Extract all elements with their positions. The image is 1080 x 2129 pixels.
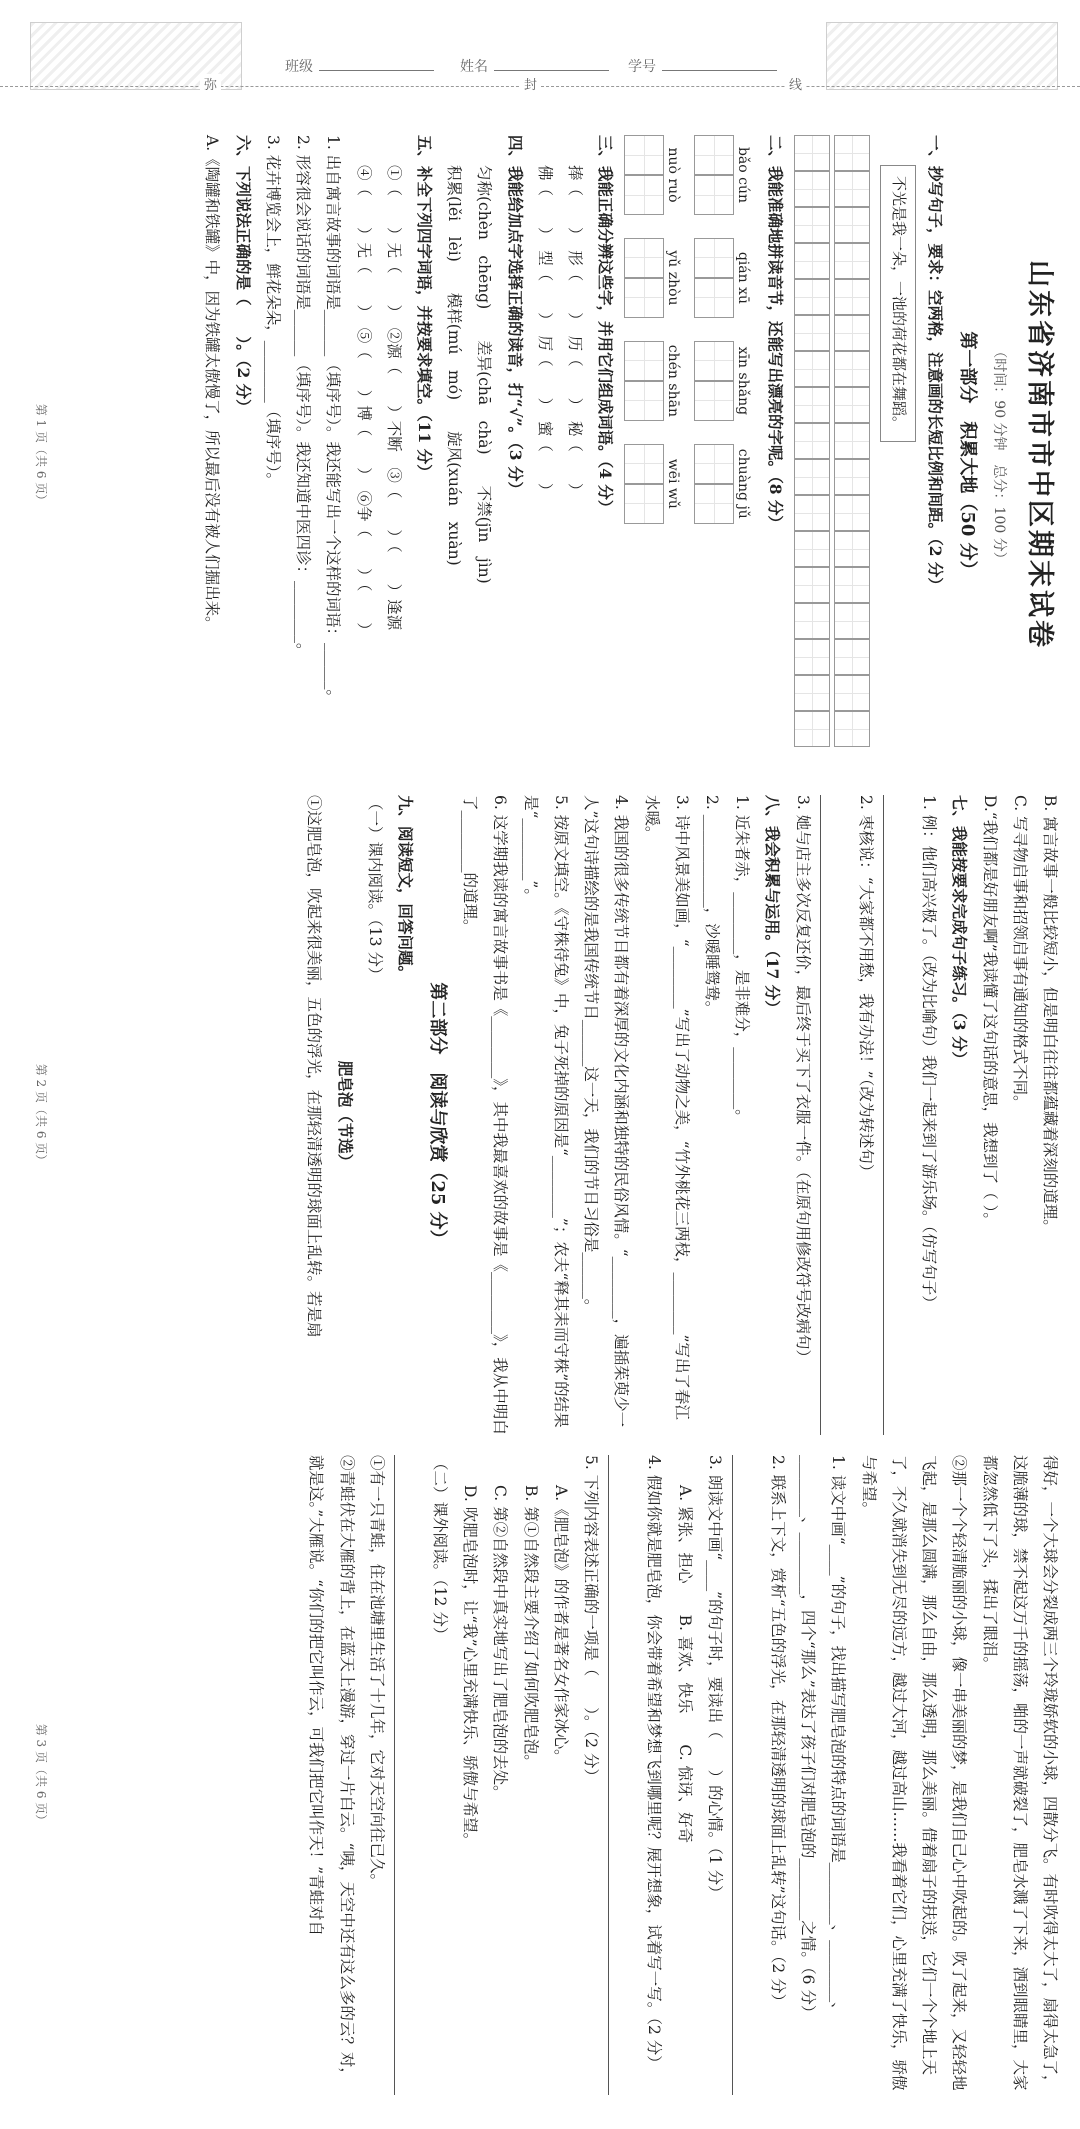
question-4: 四、我能给加点字选择正确的读音，打“√”。（3 分） bbox=[505, 134, 525, 497]
pinyin-label: nuò ruò bbox=[665, 146, 682, 203]
reading-paragraph-2: ②那一个个轻清脆丽的小球，像一串美丽的梦，是我们自己心中吹起的。吹了起来，又轻轻地飞起，是那么圆满，那么自由，那么透明，那么美丽。借着扇子的扶送，它们一个个地上天了，不久就消失到无尽的远方，越过大河，越过高山……我看着它们，心里充满了快乐，骄傲与希望。 bbox=[859, 1454, 969, 2091]
answer-line[interactable] bbox=[732, 1455, 761, 2095]
student-id-field bbox=[628, 56, 777, 76]
question-9: 九、阅读短文，回答问题。 bbox=[395, 794, 415, 981]
exam-page-1 bbox=[15, 135, 1065, 775]
question-5: 五、补全下列四字词语，并按要求填空。（11 分） bbox=[414, 134, 434, 480]
answer-line[interactable] bbox=[820, 795, 849, 1435]
writing-grid-row[interactable] bbox=[835, 135, 871, 775]
question-3: 三、我能正确分辨这些字，并用它们组成词语。（4 分） bbox=[596, 134, 616, 515]
class-label: 班级 bbox=[285, 59, 313, 75]
rotated-exam-area bbox=[0, 100, 1080, 2129]
pinyin-answer-cells[interactable] bbox=[694, 443, 734, 523]
reading-paragraph-1-cont: 得好，一个大球会分裂成两三个玲珑娇软的小球，四散分飞。有时吹得太大了，扇得太急了，这脆薄的球，禁不起这万千的摇荡，啪的一声就破裂了，肥皂水溅了下来，洒到眼睛里，大家都忽然低下了头，揉出了眼泪。 bbox=[980, 1454, 1059, 2091]
page-number: 第 2 页（共 6 页） bbox=[34, 1063, 49, 1166]
q6-option-a: A.《陶罐和铁罐》中，因为铁罐太傲慢了，所以最后没有被人们掘出来。 bbox=[203, 134, 222, 632]
pinyin-answer-cells[interactable] bbox=[624, 443, 664, 523]
q7-item-2: 2. 枣核说：“大家都不用愁，我有办法！”（改为转述句） bbox=[856, 794, 875, 1179]
reading-paragraph-1: ①这肥皂泡，吹起来很美丽，五色的浮光，在那轻清透明的球面上乱转。若是扇 bbox=[305, 794, 324, 1338]
exam-page-3 bbox=[15, 1455, 1065, 2095]
exam-subtitle: （时间：90 分钟 总分：100 分） bbox=[991, 343, 1008, 566]
class-blank[interactable] bbox=[319, 58, 434, 71]
answer-line[interactable] bbox=[394, 1455, 423, 2095]
q5-option-c: C. 第②自然段中真实地写出了肥皂泡的去处。 bbox=[491, 1484, 510, 1801]
q8-item-3[interactable]: 3. 诗中风景美如画，“________”写出了动物之美，“竹外桃花三两枝，________”写出了春江水暖。 bbox=[642, 794, 691, 1420]
extra-reading-2: ②青蛙伏在大雁的背上，在蓝天上漫游，穿过一片白云。“咦，天空中还有这么多的云？对，就是这。”大雁说。“你们的把它叫作云，可我们把它叫作天！”青蛙对自 bbox=[307, 1454, 356, 2083]
student-id-blank[interactable] bbox=[662, 58, 777, 71]
pinyin-label: qián xū bbox=[735, 251, 752, 304]
reading-question-2: 2. 联系上下文，赏析“五色的浮光，在那轻清透明的球面上乱转”这句话。（2 分） bbox=[769, 1454, 788, 2009]
name-field bbox=[460, 56, 609, 76]
hatch-decoration-right bbox=[826, 22, 1058, 90]
q8-item-1[interactable]: 1. 近朱者赤，________，是非难分，________。 bbox=[733, 794, 752, 1125]
pinyin-label: wēi wǔ bbox=[665, 458, 682, 509]
q1-sentence: 不光是我一朵，一池的荷花都在舞蹈。 bbox=[881, 165, 916, 442]
pinyin-label: chuàng jǔ bbox=[735, 448, 752, 519]
q5-item-3[interactable]: 3. 花卉博览会上，鲜花朵朵，________（填序号）。 bbox=[263, 134, 282, 488]
reading-question-5[interactable]: 5. 下列内容表述正确的一项是（ ）。（2 分） bbox=[582, 1454, 601, 1784]
q9-subsection-2: （二）课外阅读。（12 分） bbox=[431, 1454, 450, 1642]
q7-item-3: 3. 她与店主多次反复还价，最后终于买下了衣服一件。（在原句用修改符号改病句） bbox=[793, 794, 812, 1365]
class-field bbox=[285, 56, 434, 76]
page-number: 第 3 页（共 6 页） bbox=[34, 1723, 49, 1826]
q5-item-2[interactable]: 2. 形容很会说话的词语是______（填序号）。我还知道中医四诊：________。 bbox=[294, 134, 313, 658]
pinyin-answer-cells[interactable] bbox=[624, 135, 664, 215]
q9-subsection-1: （一）课内阅读。（13 分） bbox=[365, 794, 384, 982]
question-8: 八、我会积累与运用。（17 分） bbox=[763, 794, 783, 1016]
exam-page-2 bbox=[15, 795, 1065, 1435]
name-blank[interactable] bbox=[494, 58, 609, 71]
q5-option-b: B. 第①自然段主要介绍了如何吹肥皂泡。 bbox=[521, 1484, 540, 1770]
q5-row-1[interactable]: ①（ ）无（ ） ②源（ ）不断 ③（ ）（ ）逢源 bbox=[384, 164, 403, 630]
pinyin-row-1 bbox=[690, 135, 760, 775]
page-number: 第 1 页（共 6 页） bbox=[34, 403, 49, 506]
part-1-heading: 第一部分 积累大地（50 分） bbox=[957, 330, 979, 579]
reading-question-3[interactable]: 3. 朗读文中画“____”的句子时，要读出（ ）的心情。（1 分） bbox=[705, 1454, 724, 1901]
q4-row-1[interactable]: 匀称(chèn chēng) 差异(chā chà) 不禁(jīn jìn) bbox=[475, 164, 494, 584]
q8-item-6[interactable]: 6. 这学期我读的寓言故事书是《________》，其中我最喜欢的故事是《________》，我从中明白了________的道理。 bbox=[461, 794, 510, 1435]
q5-option-d: D. 吹肥皂泡时，让“我”心里充满快乐、骄傲与希望。 bbox=[461, 1484, 480, 1848]
pinyin-answer-cells[interactable] bbox=[694, 135, 734, 215]
pinyin-row-2 bbox=[620, 135, 690, 775]
q8-item-5[interactable]: 5. 按原文填空。《守株待兔》中，兔子死掉的原因是“________”；农夫“释其耒而守株”的结果是“________”。 bbox=[521, 794, 570, 1428]
q6-option-b: B. 寓言故事一般比较短小，但是明白往往都蕴藏着深刻的道理。 bbox=[1041, 794, 1059, 1235]
pinyin-label: yǔ zhòu bbox=[665, 249, 682, 306]
exam-header bbox=[0, 0, 1080, 100]
q6-option-c: C. 写寻物启事和招领启事有通知的格式不同。 bbox=[1010, 794, 1029, 1111]
exam-title: 山东省济南市市中区期末试卷 bbox=[1024, 259, 1055, 650]
pinyin-answer-cells[interactable] bbox=[694, 340, 734, 420]
reading-question-4: 4. 假如你就是肥皂泡，你会带着希望和梦想飞到哪里呢？展开想象，试着写一写。（2 分） bbox=[645, 1454, 664, 2071]
student-id-label: 学号 bbox=[628, 59, 656, 75]
pinyin-answer-cells[interactable] bbox=[624, 237, 664, 317]
seal-char: 封 bbox=[520, 74, 541, 93]
name-label: 姓名 bbox=[460, 59, 488, 75]
q8-item-4[interactable]: 4. 我国的很多传统节日都有着深厚的文化内涵和独特的民俗风情。“________，遍插茱萸少一人”这句诗描绘的是我国传统节日______这一天，我们的节日习俗是______。 bbox=[582, 794, 631, 1427]
pinyin-label: chén shān bbox=[665, 344, 682, 417]
q5-item-1[interactable]: 1. 出自寓言故事的词语是______（填序号）。我还能写出一个这样的词语：______。 bbox=[324, 134, 343, 705]
q5-row-2[interactable]: ④（ ）无（ ） ⑤（ ）博（ ） ⑥争（ ）（ ） bbox=[354, 164, 373, 638]
writing-grid-row[interactable] bbox=[795, 135, 831, 775]
q3-options: A. 紧张、担心 B. 喜欢、快乐 C. 惊讶、好奇 bbox=[675, 1484, 694, 1843]
pinyin-answer-cells[interactable] bbox=[694, 237, 734, 317]
q8-item-2[interactable]: 2. ____________，沙暖睡鸳鸯。 bbox=[703, 794, 722, 1016]
question-6: 六、下列说法正确的是（ ）。（2 分） bbox=[233, 134, 253, 415]
pinyin-answer-cells[interactable] bbox=[624, 340, 664, 420]
part-2-heading: 第二部分 阅读与欣赏（25 分） bbox=[427, 981, 449, 1248]
q7-item-1: 1. 例：他们高兴极了。（改为比喻句）我们一起来到了游乐场。（仿写句子） bbox=[920, 794, 939, 1311]
q3-row-1[interactable]: 捧（ ） 形（ ） 历（ ） 秘（ ） bbox=[566, 164, 585, 498]
question-1: 一、抄写句子，要求：空两格，注意画的长短比例和间距。（2 分） bbox=[925, 134, 945, 593]
question-2: 二、我能准确地拼读音节，还能写出漂亮的字呢。（8 分） bbox=[766, 134, 786, 531]
q5-option-a: A.《肥皂泡》的作者是著名女作家冰心。 bbox=[551, 1484, 570, 1765]
answer-line[interactable] bbox=[883, 795, 912, 1435]
q4-row-2[interactable]: 积累(lěi lèi) 模样(mú mó) 旋风(xuán xuàn) bbox=[445, 164, 464, 566]
answer-line[interactable] bbox=[608, 1455, 637, 2095]
seal-char: 线 bbox=[785, 74, 806, 93]
reading-question-1[interactable]: 1. 读文中画“____”的句子，找出描写肥皂泡的特点的词语是________、________、________、________，四个“那么”表达了孩子们对肥皂泡的________之情。（6 分） bbox=[799, 1454, 848, 2020]
reading-title: 肥皂泡（节选） bbox=[335, 1060, 355, 1169]
exam-sheet bbox=[15, 115, 1065, 2115]
pinyin-label: bǎo cún bbox=[735, 146, 752, 203]
q3-row-2[interactable]: 佛（ ） 型（ ） 厉（ ） 蜜（ ） bbox=[535, 164, 554, 498]
pinyin-label: xīn shǎng bbox=[735, 346, 752, 415]
extra-reading-1: ①有一只青蛙，住在池塘里生活了十几年，它对天空向往已久。 bbox=[367, 1454, 386, 1889]
q6-option-d: D.“我们都是好朋友啊”我读懂了这句话的意思，我想到了（ ）。 bbox=[980, 794, 999, 1228]
question-7: 七、我能按要求完成句子练习。（3 分） bbox=[950, 794, 970, 1067]
seal-char: 弥 bbox=[200, 74, 221, 93]
